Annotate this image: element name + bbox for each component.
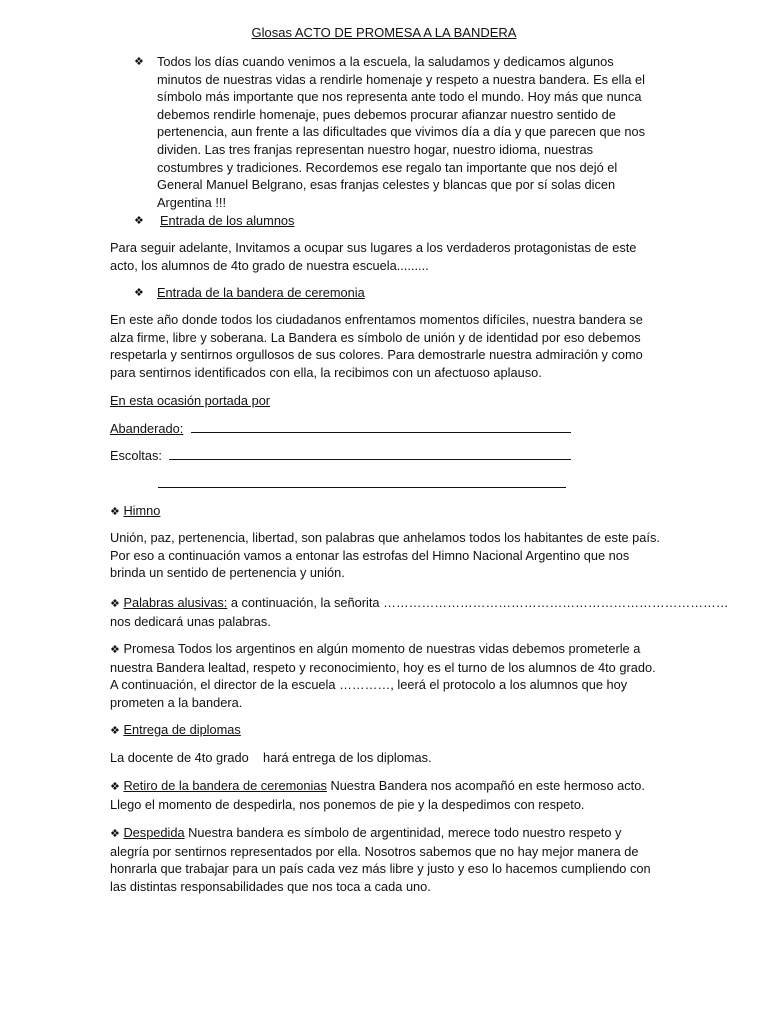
diplomas-heading bbox=[110, 721, 660, 740]
retiro-block bbox=[110, 777, 660, 813]
palabras-block bbox=[110, 594, 729, 630]
himno-heading bbox=[110, 502, 660, 521]
escoltas-row-2 bbox=[158, 475, 718, 493]
bullet-icon: ❖ bbox=[110, 643, 120, 656]
bullet-icon: ❖ bbox=[134, 286, 144, 299]
himno-text: Unión, paz, pertenencia, libertad, son palabras que anhelamos todos los habitantes de este país. Por eso a continuación vamos a entonar las estrofas del Himno Nacional Argentino que nos brinda un sentido de pertenencia y unión. bbox=[110, 530, 660, 581]
bullet-icon: ❖ bbox=[110, 505, 120, 518]
diplomas-title: Entrega de diplomas bbox=[123, 722, 241, 737]
entrada-bandera-text: En este año donde todos los ciudadanos enfrentamos momentos difíciles, nuestra bandera se alza firme, libre y soberana. La Bandera es símbolo de unión y de identidad por eso debemos respetarla y sentirnos orgullosos de sus colores. Para demostrarle nuestra admiración y como para sentirnos identificados con ella, la recibimos con un afectuoso aplauso. bbox=[110, 312, 643, 380]
abanderado-row bbox=[110, 420, 670, 438]
retiro-text-line2: Llego el momento de despedirla, nos ponemos de pie y la despedimos con respeto. bbox=[110, 796, 585, 812]
himno-title: Himno bbox=[123, 503, 161, 518]
promesa-text: Promesa Todos los argentinos en algún momento de nuestras vidas debemos prometerle a nuestra Bandera lealtad, respeto y reconocimiento, hoy es el turno de los alumnos de 4to grado. A continuación, el director de la escuela …………, leerá el protocolo a los alumnos que hoy prometen a la bandera. bbox=[110, 641, 656, 710]
portada-title: En esta ocasión portada por bbox=[110, 393, 271, 408]
bullet-icon: ❖ bbox=[110, 827, 120, 840]
portada-heading bbox=[110, 392, 660, 410]
despedida-block bbox=[110, 824, 660, 895]
bullet-icon: ❖ bbox=[110, 597, 120, 610]
palabras-text-line1: a continuación, la señorita ……………………………………………………………………… bbox=[227, 595, 729, 610]
document-title: Glosas ACTO DE PROMESA A LA BANDERA bbox=[251, 25, 517, 40]
despedida-title: Despedida bbox=[123, 825, 185, 840]
bullet-icon: ❖ bbox=[134, 55, 144, 68]
escoltas-blank-line bbox=[169, 447, 571, 460]
bullet-icon: ❖ bbox=[110, 724, 120, 737]
entrada-alumnos-title: Entrada de los alumnos bbox=[160, 213, 295, 228]
bullet-icon: ❖ bbox=[134, 214, 144, 227]
abanderado-blank-line bbox=[191, 420, 571, 433]
despedida-text: Nuestra bandera es símbolo de argentinidad, merece todo nuestro respeto y alegría por sentirnos representados por ella. Nosotros sabemos que no hay mejor manera de honrarla que trabajar para un país cada vez más libre y justo y eso lo hacemos cumpliendo con las distintas responsabilidades que nos toca a cada uno. bbox=[110, 825, 651, 894]
diplomas-text: La docente de 4to grado hará entrega de los diplomas. bbox=[110, 750, 432, 765]
retiro-text-line1: Nuestra Bandera nos acompañó en este hermoso acto. bbox=[326, 778, 645, 793]
escoltas-label: Escoltas: bbox=[110, 448, 162, 463]
escoltas-row bbox=[110, 447, 670, 465]
retiro-title: Retiro de la bandera de ceremonias bbox=[123, 778, 327, 793]
palabras-text-line2: nos dedicará unas palabras. bbox=[110, 613, 271, 629]
abanderado-label: Abanderado: bbox=[110, 421, 184, 436]
intro-text: Todos los días cuando venimos a la escuela, la saludamos y dedicamos algunos minutos de nuestras vidas a rendirle homenaje y respeto a nuestra bandera. Es ella el símbolo más importante que nos representa ante todo el mundo. Hoy más que nunca debemos rendirle homenaje, pues debemos procurar afianzar nuestro sentido de pertenencia, aun frente a las dificultades que vivimos día a día y que parecen que nos dividen. Las tres franjas representan nuestro hogar, nuestro idioma, nuestras costumbres y tradiciones. Recordemos ese regalo tan importante que nos dejó el General Manuel Belgrano, esas franjas celestes y blancas que por sí solas dicen Argentina !!! bbox=[157, 54, 646, 210]
entrada-bandera-title: Entrada de la bandera de ceremonia bbox=[157, 285, 365, 300]
entrada-alumnos-text: Para seguir adelante, Invitamos a ocupar sus lugares a los verdaderos protagonistas de este acto, los alumnos de 4to grado de nuestra escuela......... bbox=[110, 240, 637, 273]
promesa-block bbox=[110, 640, 660, 711]
bullet-icon: ❖ bbox=[110, 780, 120, 793]
escoltas-blank-line-2 bbox=[158, 475, 566, 488]
palabras-title: Palabras alusivas: bbox=[123, 595, 228, 610]
